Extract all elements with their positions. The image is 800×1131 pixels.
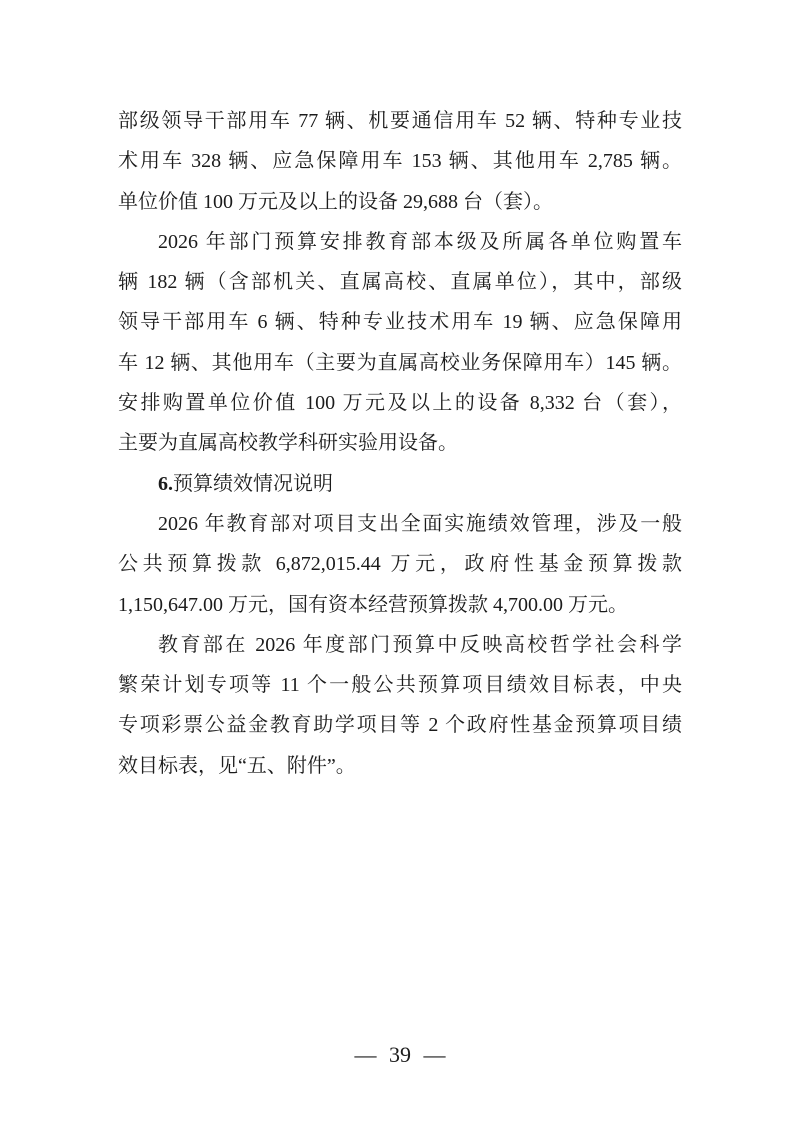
- vehicle-fleet-continuation-line-3: 单位价值 100 万元及以上的设备 29,688 台（套）。: [118, 190, 553, 213]
- document-body: [118, 101, 682, 786]
- performance-management-line-1: 2026 年教育部对项目支出全面实施绩效管理，涉及一般: [158, 512, 682, 535]
- vehicle-fleet-continuation-line-1: 部级领导干部用车 77 辆、机要通信用车 52 辆、特种专业技: [118, 110, 682, 132]
- performance-target-tables-line-3: 专项彩票公益金教育助学项目等 2 个政府性基金预算项目绩: [118, 714, 682, 737]
- section-heading-6-segment-1: 6.: [158, 472, 173, 495]
- performance-target-tables-line-2: 繁荣计划专项等 11 个一般公共预算项目绩效目标表，中央: [118, 674, 682, 697]
- performance-target-tables-line-1: 教育部在 2026 年度部门预算中反映高校哲学社会科学: [158, 633, 682, 656]
- page-footer: [0, 1042, 800, 1068]
- procurement-2026-line-2: 辆 182 辆（含部机关、直属高校、直属单位），其中，部级: [118, 271, 682, 294]
- section-heading-6-line-1: [118, 464, 682, 504]
- procurement-2026-line-5: 安排购置单位价值 100 万元及以上的设备 8,332 台（套），: [118, 392, 682, 415]
- vehicle-fleet-continuation-line-2: 术用车 328 辆、应急保障用车 153 辆、其他用车 2,785 辆。: [118, 150, 682, 173]
- performance-management-line-3: 1,150,647.00 万元，国有资本经营预算拨款 4,700.00 万元。: [118, 593, 628, 616]
- performance-target-tables-line-4: 效目标表，见“五、附件”。: [118, 754, 356, 777]
- procurement-2026-line-1: 2026 年部门预算安排教育部本级及所属各单位购置车: [158, 230, 682, 253]
- section-heading-6-segment-2: 预算绩效情况说明: [173, 472, 333, 495]
- procurement-2026-line-6: 主要为直属高校教学科研实验用设备。: [118, 432, 458, 455]
- page-number: — 39 —: [354, 1042, 446, 1067]
- performance-management-line-2: 公共预算拨款 6,872,015.44 万元，政府性基金预算拨款: [118, 553, 682, 576]
- procurement-2026-line-4: 车 12 辆、其他用车（主要为直属高校业务保障用车）145 辆。: [118, 351, 682, 374]
- procurement-2026-line-3: 领导干部用车 6 辆、特种专业技术用车 19 辆、应急保障用: [118, 311, 682, 334]
